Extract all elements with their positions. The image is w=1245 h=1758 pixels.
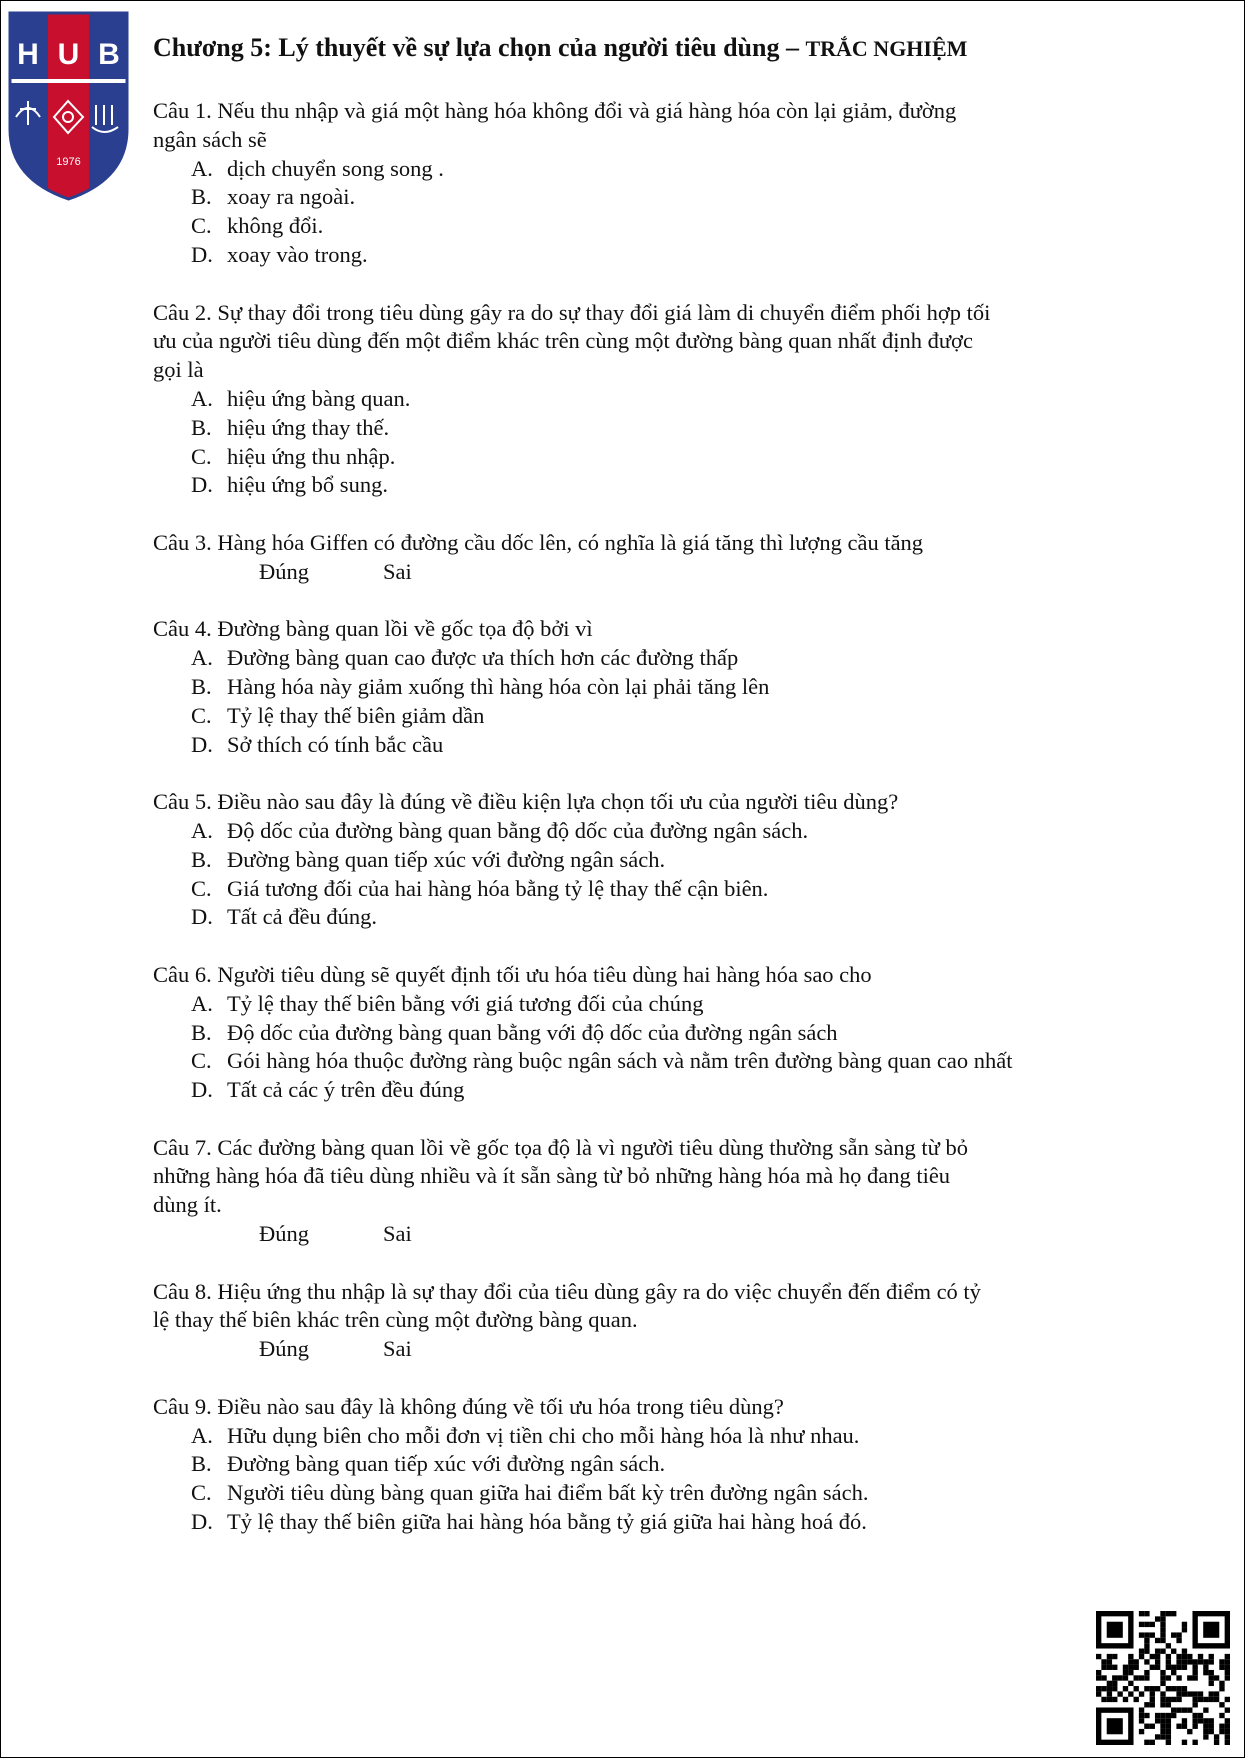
option-text: Tất cả các ý trên đều đúng <box>227 1077 465 1103</box>
question-text-line: Câu 2. Sự thay đổi trong tiêu dùng gây ra do sự thay đổi giá làm di chuyển điểm phối hợp tối <box>153 299 991 325</box>
option-text: dịch chuyển song song . <box>227 155 444 181</box>
question-6 <box>153 961 1093 1105</box>
option-letter: A. <box>191 385 213 411</box>
true-option: Đúng <box>259 1336 309 1362</box>
option-text: Tỷ lệ thay thế biên giảm dần <box>227 702 485 728</box>
option-letter: D. <box>191 1509 213 1535</box>
answer-options <box>153 990 1093 1105</box>
option-text: Tỷ lệ thay thế biên bằng với giá tương đối của chúng <box>227 990 704 1016</box>
question-spacer <box>153 759 1093 788</box>
question-spacer <box>153 587 1093 616</box>
option-letter: C. <box>191 1048 212 1074</box>
question-5 <box>153 788 1093 932</box>
true-false-options <box>153 1220 1093 1249</box>
option-text: hiệu ứng thay thế. <box>227 414 390 440</box>
true-option: Đúng <box>259 1221 309 1247</box>
option-letter: B. <box>191 1019 212 1045</box>
logo-letter-h: H <box>17 38 39 71</box>
logo-letter-u: U <box>57 38 80 71</box>
question-1 <box>153 97 1093 270</box>
question-4 <box>153 615 1093 759</box>
option-letter: A. <box>191 645 213 671</box>
option-letter: B. <box>191 184 212 210</box>
answer-option <box>191 183 1093 212</box>
answer-option <box>191 846 1093 875</box>
option-letter: D. <box>191 1077 213 1103</box>
option-text: Gói hàng hóa thuộc đường ràng buộc ngân sách và nằm trên đường bàng quan cao nhất <box>227 1048 1013 1074</box>
answer-option <box>191 1508 1093 1537</box>
answer-option <box>191 1422 1093 1451</box>
false-option: Sai <box>383 558 412 584</box>
question-2 <box>153 299 1093 501</box>
answer-option <box>191 1076 1093 1105</box>
option-text: Đường bàng quan tiếp xúc với đường ngân sách. <box>227 846 666 872</box>
question-text-line: ưu của người tiêu dùng đến một điểm khác trên cùng một đường bàng quan nhất định được <box>153 328 973 354</box>
answer-options <box>153 644 1093 759</box>
question-text-line: Câu 1. Nếu thu nhập và giá một hàng hóa không đổi và giá hàng hóa còn lại giảm, đường <box>153 98 957 123</box>
question-spacer <box>153 1249 1093 1278</box>
answer-option <box>191 875 1093 904</box>
question-text-line: Câu 4. Đường bàng quan lồi về gốc tọa độ bởi vì <box>153 616 593 642</box>
option-text: hiệu ứng bổ sung. <box>227 472 388 498</box>
question-text-line: lệ thay thế biên khác trên cùng một đường bàng quan. <box>153 1307 638 1333</box>
option-text: hiệu ứng thu nhập. <box>227 443 396 469</box>
answer-option <box>191 1047 1093 1076</box>
option-letter: C. <box>191 702 212 728</box>
question-text-line: Câu 8. Hiệu ứng thu nhập là sự thay đổi của tiêu dùng gây ra do việc chuyển đến điểm có tỷ <box>153 1278 981 1304</box>
option-text: Độ dốc của đường bàng quan bằng với độ dốc của đường ngân sách <box>227 1019 838 1045</box>
title-main: Chương 5: Lý thuyết về sự lựa chọn của người tiêu dùng – <box>153 33 806 62</box>
answer-options <box>153 817 1093 932</box>
option-letter: B. <box>191 846 212 872</box>
option-text: hiệu ứng bàng quan. <box>227 385 411 411</box>
option-letter: D. <box>191 904 213 930</box>
answer-option <box>191 414 1093 443</box>
question-text-line: Câu 3. Hàng hóa Giffen có đường cầu dốc lên, có nghĩa là giá tăng thì lượng cầu tăng <box>153 529 924 555</box>
option-text: Tất cả đều đúng. <box>227 904 377 930</box>
option-letter: C. <box>191 875 212 901</box>
question-text-line: Câu 9. Điều nào sau đây là không đúng về tối ưu hóa trong tiêu dùng? <box>153 1393 784 1419</box>
option-letter: B. <box>191 414 212 440</box>
option-text: Đường bàng quan tiếp xúc với đường ngân sách. <box>227 1451 666 1477</box>
answer-option <box>191 212 1093 241</box>
option-text: Sở thích có tính bắc cầu <box>227 731 444 757</box>
option-text: Giá tương đối của hai hàng hóa bằng tỷ lệ thay thế cận biên. <box>227 875 769 901</box>
answer-option <box>191 1450 1093 1479</box>
option-letter: D. <box>191 472 213 498</box>
option-text: Đường bàng quan cao được ưa thích hơn các đường thấp <box>227 645 739 671</box>
hub-logo <box>6 9 131 201</box>
question-8 <box>153 1278 1093 1364</box>
page-title <box>153 31 967 66</box>
logo-year: 1976 <box>56 156 81 168</box>
option-letter: D. <box>191 241 213 267</box>
option-letter: B. <box>191 1451 212 1477</box>
answer-options <box>153 1422 1093 1537</box>
question-3 <box>153 529 1093 587</box>
option-letter: A. <box>191 990 213 1016</box>
question-spacer <box>153 932 1093 961</box>
question-text-line: dùng ít. <box>153 1192 222 1218</box>
true-option: Đúng <box>259 558 309 584</box>
answer-option <box>191 990 1093 1019</box>
answer-option <box>191 471 1093 500</box>
answer-option <box>191 155 1093 184</box>
option-letter: D. <box>191 731 213 757</box>
answer-option <box>191 903 1093 932</box>
option-letter: C. <box>191 1480 212 1506</box>
answer-option <box>191 731 1093 760</box>
answer-option <box>191 673 1093 702</box>
option-letter: B. <box>191 673 212 699</box>
answer-option <box>191 817 1093 846</box>
option-text: Hữu dụng biên cho mỗi đơn vị tiền chi cho mỗi hàng hóa là như nhau. <box>227 1422 860 1448</box>
false-option: Sai <box>383 1336 412 1362</box>
answer-option <box>191 644 1093 673</box>
question-9 <box>153 1393 1093 1537</box>
question-text-line: Câu 7. Các đường bàng quan lồi về gốc tọa độ là vì người tiêu dùng thường sẵn sàng từ bỏ <box>153 1134 968 1160</box>
answer-options <box>153 155 1093 270</box>
option-letter: A. <box>191 817 213 843</box>
option-text: xoay vào trong. <box>227 241 368 267</box>
true-false-options <box>153 558 1093 587</box>
question-spacer <box>153 1105 1093 1134</box>
answer-options <box>153 385 1093 500</box>
answer-option <box>191 1019 1093 1048</box>
option-text: Hàng hóa này giảm xuống thì hàng hóa còn lại phải tăng lên <box>227 673 770 699</box>
logo-letter-b: B <box>98 38 120 71</box>
option-letter: A. <box>191 1422 213 1448</box>
answer-option <box>191 443 1093 472</box>
question-text-line: ngân sách sẽ <box>153 126 267 152</box>
question-text-line: gọi là <box>153 357 204 383</box>
option-letter: C. <box>191 443 212 469</box>
option-text: Độ dốc của đường bàng quan bằng độ dốc của đường ngân sách. <box>227 817 809 843</box>
qr-code <box>1096 1611 1230 1745</box>
answer-option <box>191 1479 1093 1508</box>
question-text-line: Câu 5. Điều nào sau đây là đúng về điều kiện lựa chọn tối ưu của người tiêu dùng? <box>153 789 899 815</box>
question-spacer <box>153 270 1093 299</box>
question-spacer <box>153 1364 1093 1393</box>
option-letter: A. <box>191 155 213 181</box>
false-option: Sai <box>383 1221 412 1247</box>
question-spacer <box>153 500 1093 529</box>
option-text: xoay ra ngoài. <box>227 184 356 210</box>
answer-option <box>191 385 1093 414</box>
title-subtitle: TRẮC NGHIỆM <box>805 36 968 61</box>
option-text: Tỷ lệ thay thế biên giữa hai hàng hóa bằng tỷ giá giữa hai hàng hoá đó. <box>227 1509 867 1535</box>
question-text-line: những hàng hóa đã tiêu dùng nhiều và ít sẵn sàng từ bỏ những hàng hóa mà họ đang tiêu <box>153 1163 951 1189</box>
question-text-line: Câu 6. Người tiêu dùng sẽ quyết định tối ưu hóa tiêu dùng hai hàng hóa sao cho <box>153 961 872 987</box>
option-text: Người tiêu dùng bàng quan giữa hai điểm bất kỳ trên đường ngân sách. <box>227 1480 869 1506</box>
option-text: không đổi. <box>227 213 324 239</box>
question-7 <box>153 1134 1093 1249</box>
option-letter: C. <box>191 213 212 239</box>
answer-option <box>191 241 1093 270</box>
true-false-options <box>153 1335 1093 1364</box>
question-list <box>153 97 1093 1537</box>
answer-option <box>191 702 1093 731</box>
